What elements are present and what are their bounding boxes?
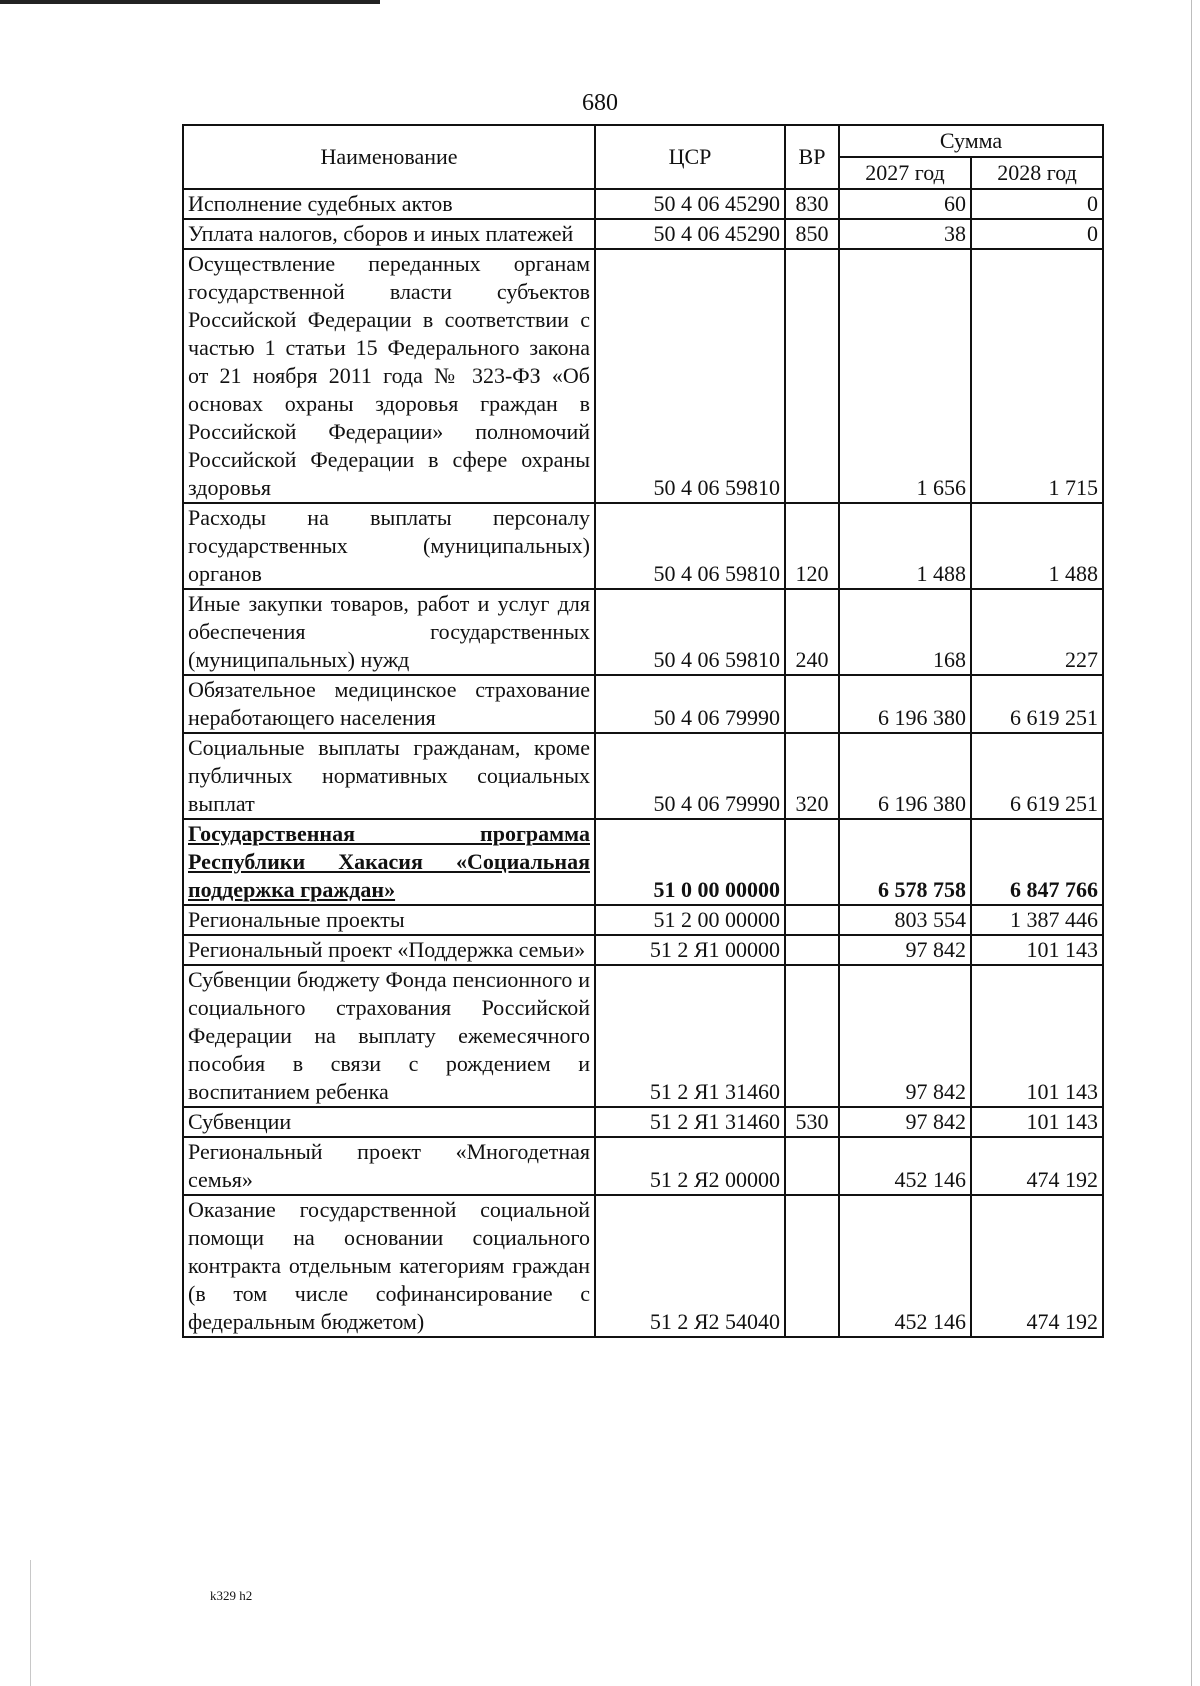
name-cell: Региональные проекты: [183, 905, 595, 935]
vr-cell: 530: [785, 1107, 839, 1137]
amount-2028-cell: 101 143: [971, 935, 1103, 965]
table-row: [183, 503, 1103, 589]
amount-2027-cell: 803 554: [839, 905, 971, 935]
amount-2027-cell: 97 842: [839, 965, 971, 1107]
amount-2028-cell: 1 387 446: [971, 905, 1103, 935]
vr-cell: [785, 819, 839, 905]
table-row: [183, 935, 1103, 965]
table-row: [183, 1107, 1103, 1137]
vr-cell: 320: [785, 733, 839, 819]
amount-2028-cell: 6 619 251: [971, 733, 1103, 819]
name-cell: Субвенции: [183, 1107, 595, 1137]
amount-2027-cell: 38: [839, 219, 971, 249]
table-row: [183, 675, 1103, 733]
amount-2027-cell: 97 842: [839, 935, 971, 965]
name-cell: Социальные выплаты гражданам, кроме публичных нормативных социальных выплат: [183, 733, 595, 819]
vr-cell: [785, 905, 839, 935]
vr-cell: 240: [785, 589, 839, 675]
header-sum: Сумма: [839, 125, 1103, 157]
csr-cell: 50 4 06 59810: [595, 249, 785, 503]
amount-2027-cell: 168: [839, 589, 971, 675]
table-header: [183, 125, 1103, 189]
amount-2028-cell: 6 619 251: [971, 675, 1103, 733]
vr-cell: [785, 1195, 839, 1337]
table-row: [183, 905, 1103, 935]
name-cell: Осуществление переданных органам государственной власти субъектов Российской Федерации в соответствии с частью 1 статьи 15 Федерального закона от 21 ноября 2011 года № 323-ФЗ «Об основах охраны здоровья граждан в Российской Федерации» полномочий Российской Федерации в сфере охраны здоровья: [183, 249, 595, 503]
scan-artifact-edge: [30, 1560, 31, 1686]
table-row: [183, 189, 1103, 219]
table-row: [183, 249, 1103, 503]
amount-2028-cell: 1 715: [971, 249, 1103, 503]
amount-2027-cell: 452 146: [839, 1195, 971, 1337]
vr-cell: 120: [785, 503, 839, 589]
name-cell: Исполнение судебных актов: [183, 189, 595, 219]
amount-2028-cell: 1 488: [971, 503, 1103, 589]
amount-2028-cell: 6 847 766: [971, 819, 1103, 905]
vr-cell: [785, 675, 839, 733]
budget-table: [182, 124, 1104, 1338]
csr-cell: 50 4 06 45290: [595, 219, 785, 249]
csr-cell: 50 4 06 59810: [595, 589, 785, 675]
table-row: [183, 733, 1103, 819]
name-cell: Уплата налогов, сборов и иных платежей: [183, 219, 595, 249]
csr-cell: 50 4 06 79990: [595, 675, 785, 733]
header-year-2028: 2028 год: [971, 157, 1103, 189]
table-row: [183, 219, 1103, 249]
vr-cell: [785, 1137, 839, 1195]
page-number: 680: [582, 90, 618, 116]
amount-2027-cell: 1 488: [839, 503, 971, 589]
table-row: [183, 965, 1103, 1107]
csr-cell: 51 0 00 00000: [595, 819, 785, 905]
csr-cell: 51 2 Я2 54040: [595, 1195, 785, 1337]
amount-2027-cell: 6 196 380: [839, 733, 971, 819]
amount-2028-cell: 0: [971, 219, 1103, 249]
header-name: Наименование: [183, 125, 595, 189]
name-cell: Субвенции бюджету Фонда пенсионного и социального страхования Российской Федерации на выплату ежемесячного пособия в связи с рождением и воспитанием ребенка: [183, 965, 595, 1107]
table-body: [183, 189, 1103, 1337]
table-row: [183, 819, 1103, 905]
table-row: [183, 589, 1103, 675]
vr-cell: [785, 935, 839, 965]
vr-cell: 830: [785, 189, 839, 219]
amount-2027-cell: 60: [839, 189, 971, 219]
name-cell: Государственная программа Республики Хакасия «Социальная поддержка граждан»: [183, 819, 595, 905]
vr-cell: [785, 249, 839, 503]
table-row: [183, 1195, 1103, 1337]
csr-cell: 50 4 06 79990: [595, 733, 785, 819]
amount-2028-cell: 101 143: [971, 965, 1103, 1107]
csr-cell: 50 4 06 59810: [595, 503, 785, 589]
amount-2028-cell: 101 143: [971, 1107, 1103, 1137]
name-cell: Обязательное медицинское страхование неработающего населения: [183, 675, 595, 733]
amount-2027-cell: 452 146: [839, 1137, 971, 1195]
vr-cell: 850: [785, 219, 839, 249]
name-cell: Иные закупки товаров, работ и услуг для обеспечения государственных (муниципальных) нужд: [183, 589, 595, 675]
csr-cell: 51 2 Я1 31460: [595, 1107, 785, 1137]
amount-2027-cell: 6 578 758: [839, 819, 971, 905]
csr-cell: 51 2 Я1 00000: [595, 935, 785, 965]
table-row: [183, 1137, 1103, 1195]
amount-2028-cell: 474 192: [971, 1137, 1103, 1195]
header-csr: ЦСР: [595, 125, 785, 189]
csr-cell: 51 2 00 00000: [595, 905, 785, 935]
amount-2027-cell: 1 656: [839, 249, 971, 503]
name-cell: Расходы на выплаты персоналу государственных (муниципальных) органов: [183, 503, 595, 589]
csr-cell: 50 4 06 45290: [595, 189, 785, 219]
amount-2027-cell: 97 842: [839, 1107, 971, 1137]
name-cell: Региональный проект «Поддержка семьи»: [183, 935, 595, 965]
csr-cell: 51 2 Я1 31460: [595, 965, 785, 1107]
document-code: k329 h2: [210, 1588, 253, 1603]
header-vr: ВР: [785, 125, 839, 189]
amount-2027-cell: 6 196 380: [839, 675, 971, 733]
name-cell: Оказание государственной социальной помощи на основании социального контракта отдельным категориям граждан (в том числе софинансирование с федеральным бюджетом): [183, 1195, 595, 1337]
header-year-2027: 2027 год: [839, 157, 971, 189]
amount-2028-cell: 227: [971, 589, 1103, 675]
scan-artifact-bar: [0, 0, 380, 4]
name-cell: Региональный проект «Многодетная семья»: [183, 1137, 595, 1195]
scan-artifact-edge: [1191, 0, 1192, 1686]
vr-cell: [785, 965, 839, 1107]
amount-2028-cell: 0: [971, 189, 1103, 219]
csr-cell: 51 2 Я2 00000: [595, 1137, 785, 1195]
amount-2028-cell: 474 192: [971, 1195, 1103, 1337]
